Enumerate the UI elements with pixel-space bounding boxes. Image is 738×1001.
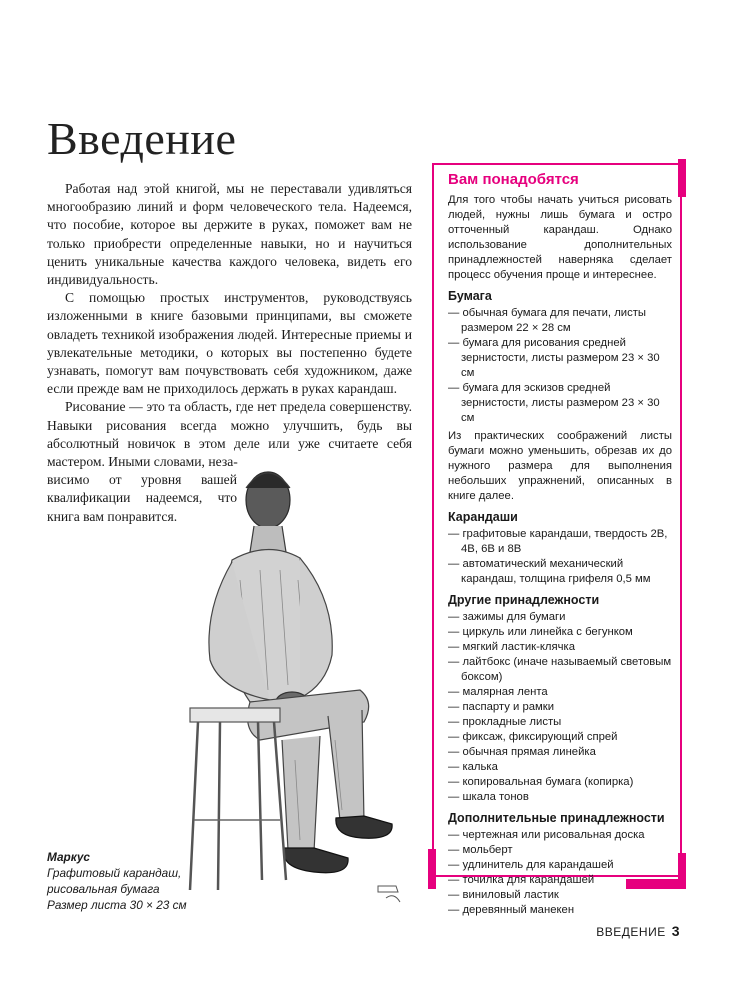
list-item: — обычная прямая линейка: [448, 745, 672, 760]
list-item: — калька: [448, 760, 672, 775]
figure-caption: [47, 849, 217, 913]
intro-paragraph-2: С помощью простых инструментов, руководствуясь изложенными в книге базовыми принципами, вы сможете овладеть техникой изображения людей. Интересные приемы и увлекательные методики, о которых вы постепенно будете узнавать, помогут вам почувствовать себя художником, даже если прежде вам не приходилось держать в руках карандаш.: [47, 290, 412, 397]
caption-line-2: рисовальная бумага: [47, 882, 160, 896]
sidebar-title: Вам понадобятся: [448, 171, 579, 188]
other-list: [448, 610, 672, 805]
paper-list: [448, 306, 672, 426]
sidebar-border-right: [680, 163, 682, 877]
list-item: — паспарту и рамки: [448, 700, 672, 715]
caption-name: Маркус: [47, 850, 90, 864]
list-item: — шкала тонов: [448, 790, 672, 805]
extra-heading: Дополнительные принадлежности: [448, 811, 665, 825]
list-item: — циркуль или линейка с бегунком: [448, 625, 672, 640]
intro-paragraph-3-cont: висимо от уровня вашей квалификации надеемся, что книга вам понравится.: [47, 472, 237, 524]
pencils-heading: Карандаши: [448, 510, 518, 524]
caption-line-3: Размер листа 30 × 23 см: [47, 898, 187, 912]
list-item: — обычная бумага для печати, листы размером 22 × 28 см: [448, 306, 672, 336]
sidebar-intro: Для того чтобы начать учиться рисовать людей, нужны лишь бумага и остро отточенный карандаш. Однако использование дополнительных принадлежностей наверняка сделает процесс обучения проще и интереснее.: [448, 194, 672, 281]
sidebar-border-top: [432, 163, 680, 165]
list-item: — графитовые карандаши, твердость 2B, 4B, 6B и 8B: [448, 527, 672, 557]
list-item: — удлинитель для карандашей: [448, 858, 672, 873]
list-item: — деревянный манекен: [448, 903, 672, 918]
list-item: — фиксаж, фиксирующий спрей: [448, 730, 672, 745]
supplies-sidebar: [432, 163, 682, 916]
list-item: — мягкий ластик-клячка: [448, 640, 672, 655]
list-item: — бумага для эскизов средней зернистости, листы размером 23 × 30 см: [448, 381, 672, 426]
list-item: — чертежная или рисовальная доска: [448, 828, 672, 843]
footer-section: ВВЕДЕНИЕ: [596, 925, 666, 939]
sidebar-corner-accent-bottom-right-vertical: [678, 853, 686, 889]
intro-paragraph-1: Работая над этой книгой, мы не переставали удивляться многообразию линий и форм человеческого тела. Надеемся, что пособие, которое вы держите в руках, поможет вам не только приобрести определенные навыки, но и научиться ценить уникальные качества каждого человека, видеть его индивидуальность.: [47, 181, 412, 288]
page-title: Введение: [47, 113, 237, 164]
list-item: — точилка для карандашей: [448, 873, 672, 888]
page-number: 3: [671, 923, 680, 939]
list-item: — прокладные листы: [448, 715, 672, 730]
list-item: — автоматический механический карандаш, толщина грифеля 0,5 мм: [448, 557, 672, 587]
sidebar-corner-accent-bottom-left: [428, 849, 436, 889]
list-item: — зажимы для бумаги: [448, 610, 672, 625]
list-item: — мольберт: [448, 843, 672, 858]
paper-heading: Бумага: [448, 289, 492, 303]
list-item: — бумага для рисования средней зернистости, листы размером 23 × 30 см: [448, 336, 672, 381]
list-item: — виниловый ластик: [448, 888, 672, 903]
list-item: — лайтбокс (иначе называемый световым боксом): [448, 655, 672, 685]
other-heading: Другие принадлежности: [448, 593, 600, 607]
page-footer: [596, 923, 680, 939]
caption-line-1: Графитовый карандаш,: [47, 866, 182, 880]
sidebar-content: [448, 172, 672, 921]
seated-man-drawing: [150, 440, 440, 910]
extra-list: [448, 828, 672, 918]
paper-note: Из практических соображений листы бумаги можно уменьшить, обрезав их до нужного размера для выполнения небольших упражнений, описанных в книге далее.: [448, 430, 672, 502]
pencils-list: [448, 527, 672, 587]
sidebar-corner-accent-top: [678, 159, 686, 197]
intro-paragraph-3: Рисование — это та область, где нет предела совершенству. Навыки рисования всегда можно улучшить, будь вы абсолютный новичок в этом деле или уже считаете себя мастером. Иными словами, неза-: [47, 399, 412, 470]
list-item: — малярная лента: [448, 685, 672, 700]
sidebar-border-left: [432, 163, 434, 877]
list-item: — копировальная бумага (копирка): [448, 775, 672, 790]
